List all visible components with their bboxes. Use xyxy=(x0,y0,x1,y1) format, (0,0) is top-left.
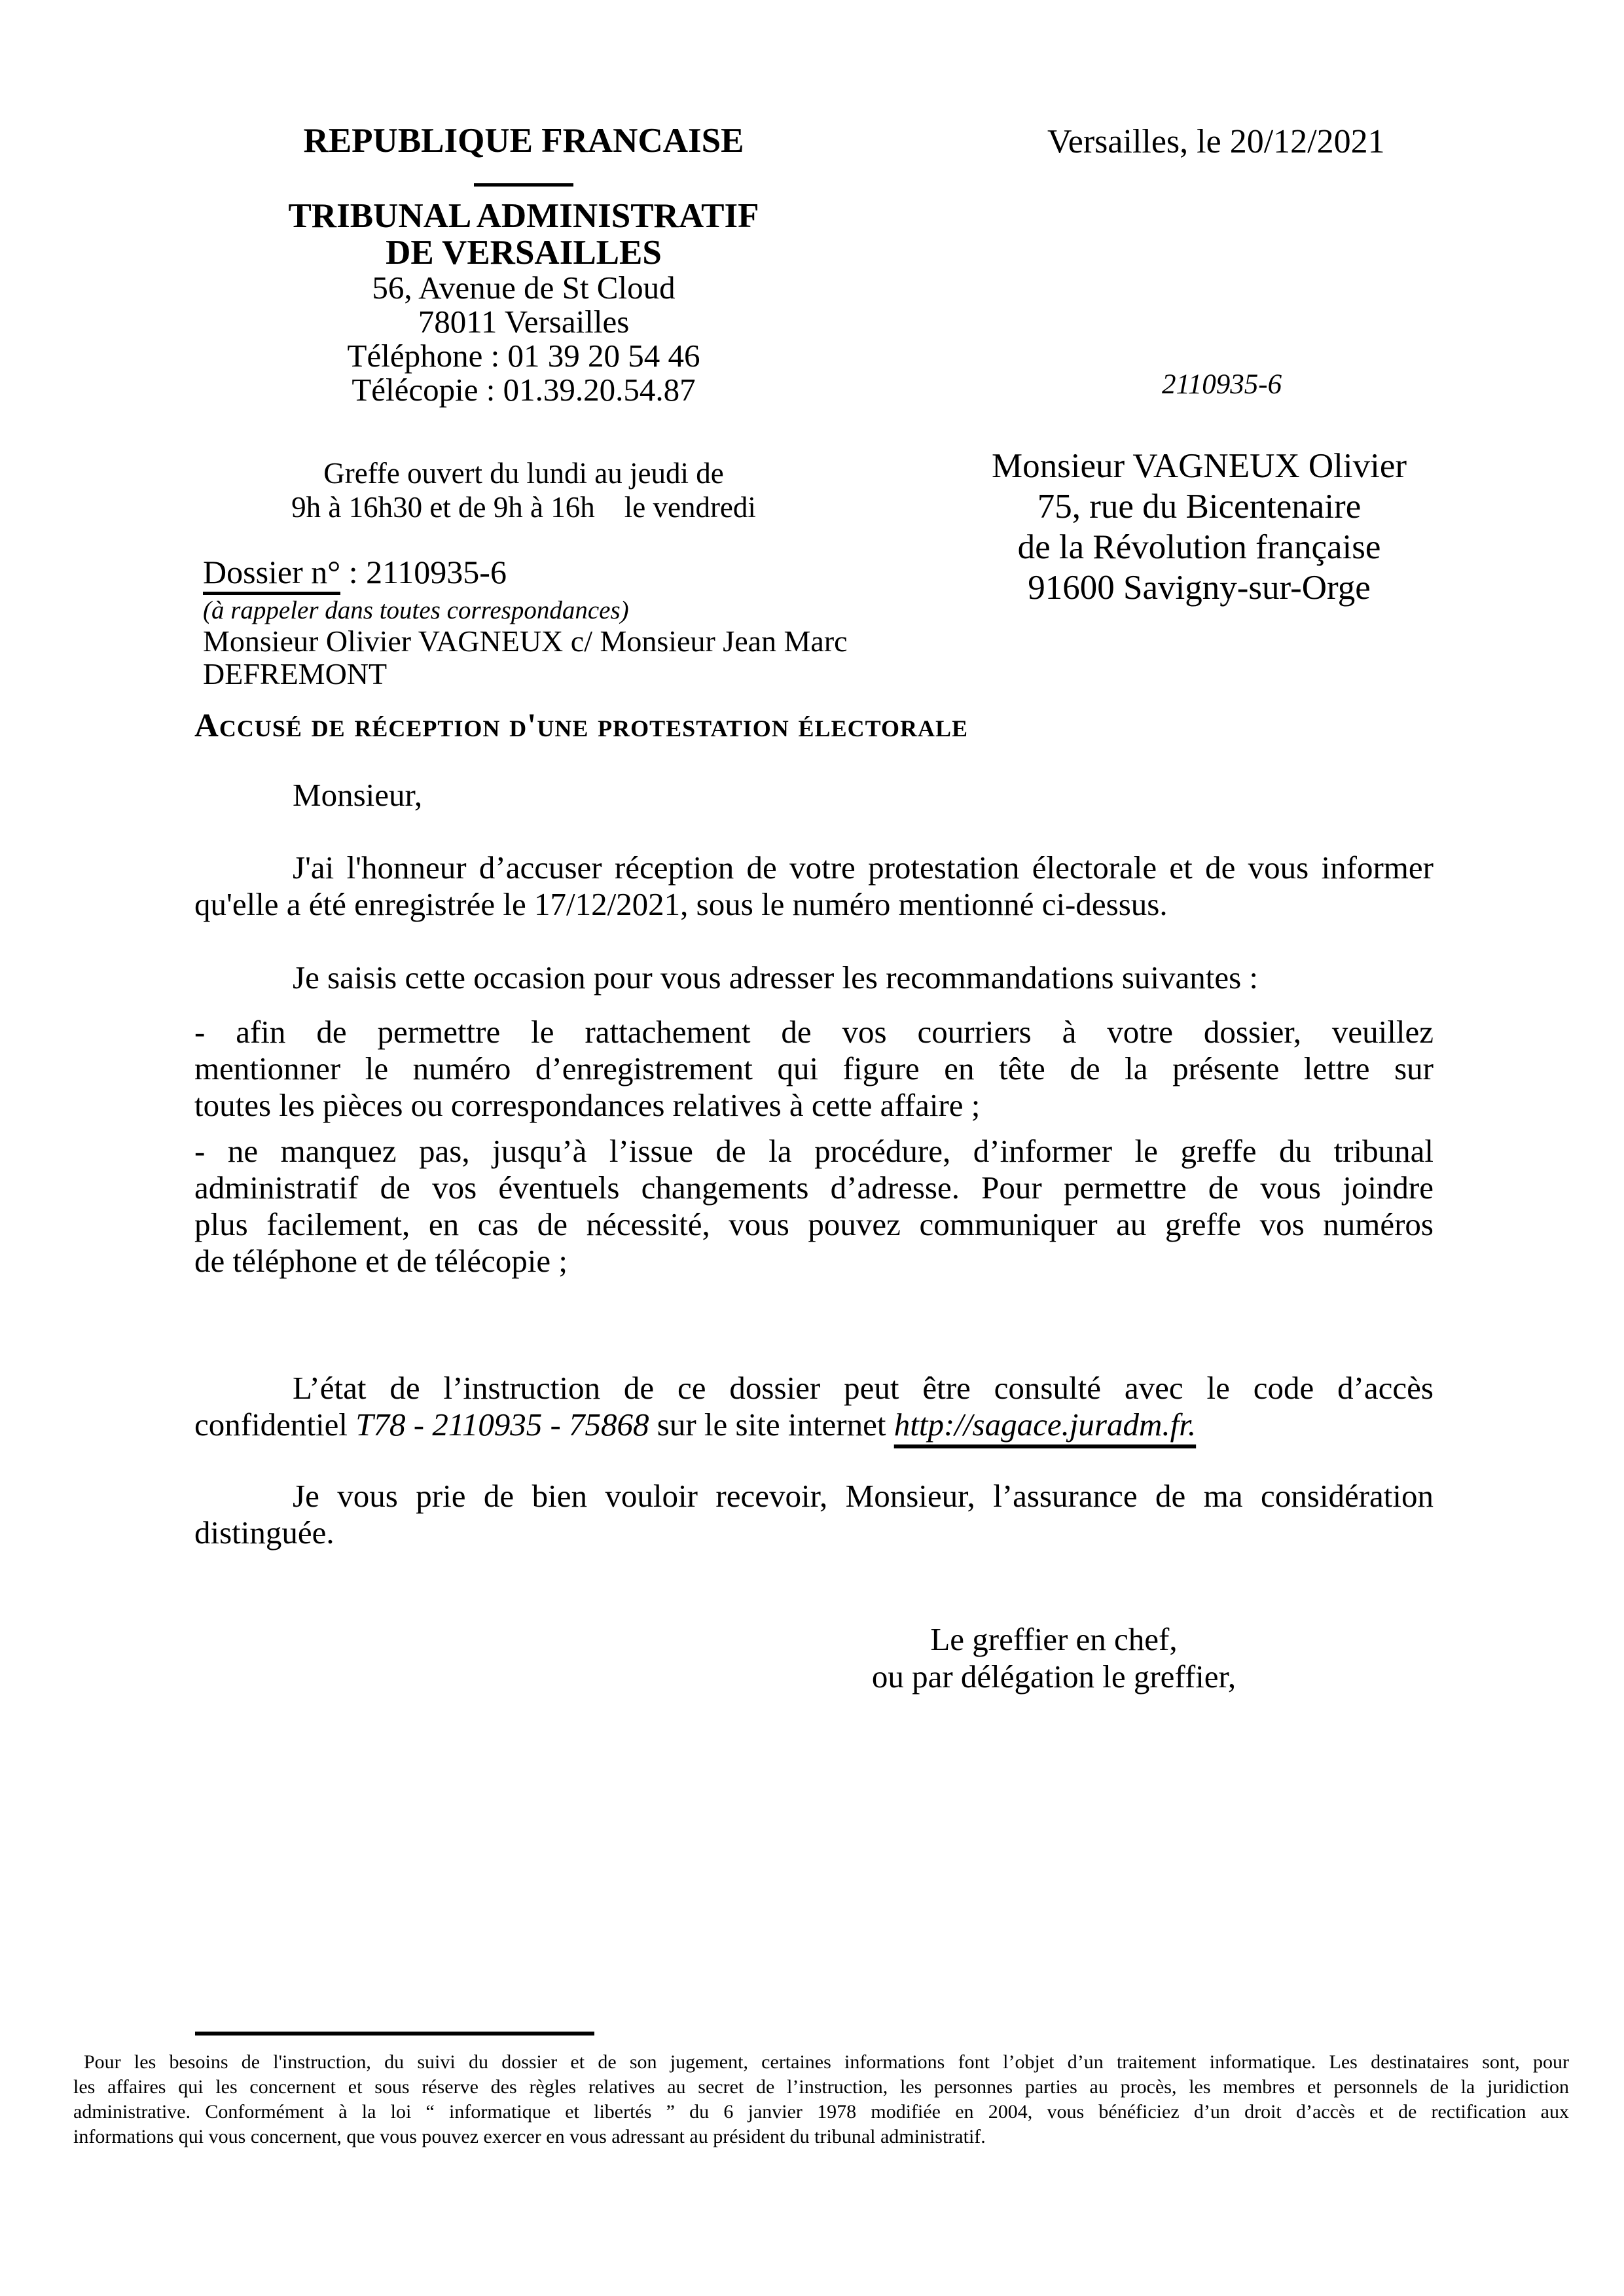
dossier-number: : 2110935-6 xyxy=(340,554,507,590)
sender-fax: Télécopie : 01.39.20.54.87 xyxy=(352,372,696,408)
body-line xyxy=(194,886,1434,923)
footnote-line: les affaires qui les concernent et sous réserve des règles relatives au secret de l’instruction, les personnes parties au procès, les membres et personnels de la juridiction xyxy=(73,2076,1569,2098)
salutation: Monsieur, xyxy=(293,777,423,813)
body-text: T78 - 2110935 - 75868 xyxy=(355,1407,649,1443)
dossier-number-line xyxy=(203,553,848,591)
body-text: distinguée. xyxy=(194,1515,334,1551)
body-line xyxy=(194,1133,1434,1170)
office-hours-line1: Greffe ouvert du lundi au jeudi de xyxy=(323,457,724,490)
body-text: J'ai l'honneur d’accuser réception de votre protestation électorale et de vous informer xyxy=(293,850,1434,886)
body-text: plus facilement, en cas de nécessité, vous pouvez communiquer au greffe vos numéros xyxy=(194,1206,1434,1242)
signature-line1: Le greffier en chef, xyxy=(930,1621,1178,1657)
body-text: administratif de vos éventuels changements d’adresse. Pour permettre de vous joindre xyxy=(194,1170,1434,1206)
sender-phone: Téléphone : 01 39 20 54 46 xyxy=(347,338,700,374)
case-parties-line2: DEFREMONT xyxy=(203,657,388,691)
subject-line: Accusé de réception d'une protestation électorale xyxy=(194,708,968,744)
body-text: mentionner le numéro d’enregistrement qui figure en tête de la présente lettre sur xyxy=(194,1050,1434,1086)
body-text: toutes les pièces ou correspondances relatives à cette affaire ; xyxy=(194,1087,981,1123)
body-text: Je saisis cette occasion pour vous adresser les recommandations suivantes : xyxy=(293,960,1259,996)
body-text: confidentiel xyxy=(194,1407,356,1443)
body-paragraph-sagace-access xyxy=(194,1370,1434,1443)
recipient-line: Monsieur VAGNEUX Olivier xyxy=(991,447,1407,485)
republic-title: REPUBLIQUE FRANCAISE xyxy=(303,122,744,160)
body-paragraph-recommendation-2 xyxy=(194,1133,1434,1280)
signature-block xyxy=(753,1621,1355,1695)
body-line xyxy=(194,1087,1434,1124)
court-name-line1: TRIBUNAL ADMINISTRATIF xyxy=(288,197,759,235)
body-text: qu'elle a été enregistrée le 17/12/2021, sous le numéro mentionné ci-dessus. xyxy=(194,886,1168,922)
sender-block xyxy=(194,122,853,407)
body-paragraph-acknowledgement xyxy=(194,850,1434,923)
signature-line2: ou par délégation le greffier, xyxy=(871,1659,1236,1695)
body-text: sur le site internet xyxy=(649,1407,894,1443)
body-line xyxy=(194,1515,1434,1551)
recipient-address xyxy=(949,446,1449,608)
dossier-block xyxy=(203,553,848,691)
dossier-label: Dossier n° xyxy=(203,554,340,595)
court-name-line2: DE VERSAILLES xyxy=(386,234,662,272)
body-paragraph-closing xyxy=(194,1478,1434,1551)
footnote-divider xyxy=(195,2032,594,2036)
body-line xyxy=(194,1206,1434,1243)
body-line xyxy=(194,1050,1434,1087)
body-line xyxy=(194,1370,1434,1407)
body-paragraph-recommendation-1 xyxy=(194,1014,1434,1124)
office-hours-line2: 9h à 16h30 et de 9h à 16h le vendredi xyxy=(291,491,756,524)
recipient-line: 75, rue du Bicentenaire xyxy=(1037,488,1362,526)
dossier-note: (à rappeler dans toutes correspondances) xyxy=(203,596,629,624)
body-text: - afin de permettre le rattachement de vos courriers à votre dossier, veuillez xyxy=(194,1014,1434,1050)
office-hours xyxy=(194,456,853,524)
body-line xyxy=(194,1407,1434,1443)
sender-street: 56, Avenue de St Cloud xyxy=(372,270,676,306)
recipient-line: 91600 Savigny-sur-Orge xyxy=(1028,569,1371,607)
header-divider xyxy=(474,183,573,187)
reference-number: 2110935-6 xyxy=(1162,369,1282,400)
footnote-line: administrative. Conformément à la loi “ informatique et libertés ” du 6 janvier 1978 modifiée en 2004, vous bénéficiez d’un droit d’accès et de rectification aux xyxy=(73,2101,1569,2123)
body-text: de téléphone et de télécopie ; xyxy=(194,1243,568,1279)
body-line xyxy=(194,850,1434,886)
body-line xyxy=(194,1478,1434,1515)
footnote xyxy=(73,2050,1569,2149)
body-line xyxy=(194,960,1434,996)
body-text: - ne manquez pas, jusqu’à l’issue de la procédure, d’informer le greffe du tribunal xyxy=(194,1133,1434,1169)
sagace-url: http://sagace.juradm.fr. xyxy=(893,1407,1197,1443)
body-text: Je vous prie de bien vouloir recevoir, Monsieur, l’assurance de ma considération xyxy=(293,1478,1434,1514)
case-parties-line1: Monsieur Olivier VAGNEUX c/ Monsieur Jean Marc xyxy=(203,624,848,658)
footnote-line: informations qui vous concernent, que vous pouvez exercer en vous adressant au président du tribunal administratif. xyxy=(73,2126,986,2147)
sender-city: 78011 Versailles xyxy=(418,304,630,340)
body-line xyxy=(194,1243,1434,1280)
body-line xyxy=(194,1170,1434,1206)
recipient-line: de la Révolution française xyxy=(1017,528,1381,566)
body-text: L’état de l’instruction de ce dossier peut être consulté avec le code d’accès xyxy=(293,1370,1434,1406)
body-paragraph-recommendations-intro xyxy=(194,960,1434,996)
body-line xyxy=(194,1014,1434,1050)
dateline: Versailles, le 20/12/2021 xyxy=(1047,123,1385,160)
footnote-line: Pour les besoins de l'instruction, du suivi du dossier et de son jugement, certaines informations font l’objet d’un traitement informatique. Les destinataires sont, pour xyxy=(84,2051,1569,2073)
